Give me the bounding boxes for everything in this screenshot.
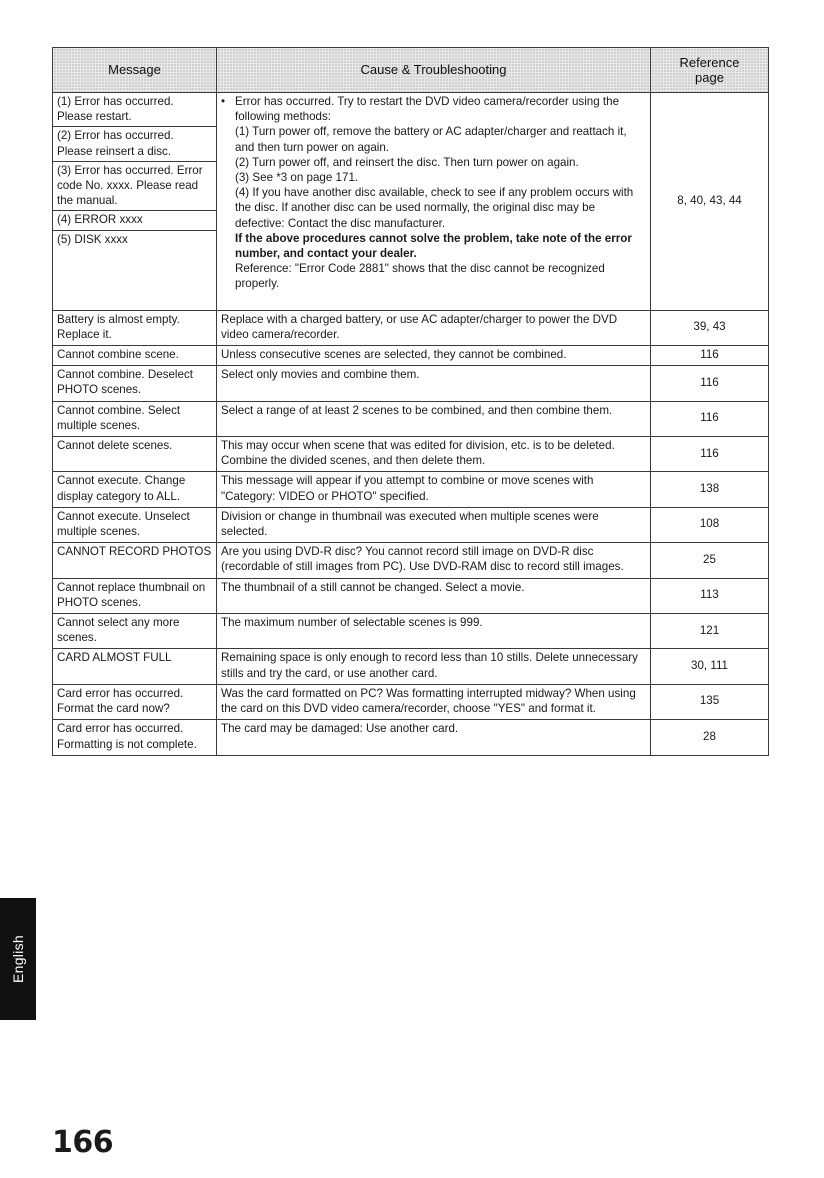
table-row: [53, 472, 769, 507]
troubleshooting-table: [52, 47, 769, 756]
language-tab: [0, 898, 36, 1020]
reference-note: Reference: "Error Code 2881" shows that the disc cannot be recognized properly.: [235, 262, 605, 291]
error-message-4: (4) ERROR xxxx: [53, 211, 216, 230]
message-cell: Cannot combine scene.: [53, 346, 217, 366]
table-row: [53, 507, 769, 542]
reference-cell: 39, 43: [651, 310, 769, 345]
message-cell: Card error has occurred. Formatting is not complete.: [53, 720, 217, 755]
error-message-1: (1) Error has occurred. Please restart.: [53, 93, 216, 127]
cause-cell: [217, 93, 651, 311]
cause-cell: Remaining space is only enough to record less than 10 stills. Delete unnecessary stills and try the card, or use another card.: [217, 649, 651, 684]
table-row: [53, 614, 769, 649]
table-row: [53, 649, 769, 684]
message-cell: Cannot execute. Change display category to ALL.: [53, 472, 217, 507]
reference-cell: 135: [651, 684, 769, 719]
message-cell: Cannot replace thumbnail on PHOTO scenes.: [53, 578, 217, 613]
table-row: [53, 346, 769, 366]
header-message: Message: [53, 48, 217, 93]
step-1: (1) Turn power off, remove the battery or AC adapter/charger and reattach it, and then turn power on again.: [235, 125, 627, 154]
message-cell: CANNOT RECORD PHOTOS: [53, 543, 217, 578]
reference-cell: 116: [651, 437, 769, 472]
message-cell: Battery is almost empty. Replace it.: [53, 310, 217, 345]
table-row: [53, 684, 769, 719]
step-3: (3) See *3 on page 171.: [235, 171, 359, 185]
table-row: [53, 93, 769, 311]
cause-cell: The card may be damaged: Use another card.: [217, 720, 651, 755]
cause-cell: Select a range of at least 2 scenes to be combined, and then combine them.: [217, 401, 651, 436]
reference-cell: 116: [651, 366, 769, 401]
cause-cell: This message will appear if you attempt to combine or move scenes with "Category: VIDEO or PHOTO" specified.: [217, 472, 651, 507]
cause-cell: Division or change in thumbnail was executed when multiple scenes were selected.: [217, 507, 651, 542]
table-row: [53, 720, 769, 755]
table-row: [53, 401, 769, 436]
header-cause: Cause & Troubleshooting: [217, 48, 651, 93]
table-row: [53, 578, 769, 613]
message-cell: Cannot combine. Deselect PHOTO scenes.: [53, 366, 217, 401]
reference-cell: 108: [651, 507, 769, 542]
reference-cell: 8, 40, 43, 44: [651, 93, 769, 311]
reference-cell: 121: [651, 614, 769, 649]
cause-cell: Replace with a charged battery, or use AC adapter/charger to power the DVD video camera/recorder.: [217, 310, 651, 345]
table-row: [53, 437, 769, 472]
reference-cell: 138: [651, 472, 769, 507]
message-cell: Card error has occurred. Format the card now?: [53, 684, 217, 719]
error-message-2: (2) Error has occurred. Please reinsert a disc.: [53, 127, 216, 161]
reference-cell: 113: [651, 578, 769, 613]
table-row: [53, 310, 769, 345]
step-4: (4) If you have another disc available, check to see if any problem occurs with the disc. If another disc can be used normally, the original disc may be defective: Contact the disc manufacturer.: [235, 186, 634, 230]
error-message-3: (3) Error has occurred. Error code No. xxxx. Please read the manual.: [53, 162, 216, 212]
table-row: [53, 366, 769, 401]
reference-cell: 28: [651, 720, 769, 755]
message-cell: [53, 93, 217, 311]
bold-note: If the above procedures cannot solve the problem, take note of the error number, and contact your dealer.: [235, 231, 632, 261]
reference-cell: 30, 111: [651, 649, 769, 684]
table-header-row: [53, 48, 769, 93]
error-message-5: (5) DISK xxxx: [57, 232, 128, 246]
cause-cell: Are you using DVD-R disc? You cannot record still image on DVD-R disc (recordable of still images from PC). Use DVD-RAM disc to record still images.: [217, 543, 651, 578]
cause-cell: Was the card formatted on PC? Was formatting interrupted midway? When using the card on this DVD video camera/recorder, choose "YES" and format it.: [217, 684, 651, 719]
cause-cell: The maximum number of selectable scenes is 999.: [217, 614, 651, 649]
table-row: [53, 543, 769, 578]
reference-cell: 116: [651, 401, 769, 436]
header-reference: Reference page: [651, 48, 769, 93]
message-cell: Cannot select any more scenes.: [53, 614, 217, 649]
cause-intro: • Error has occurred. Try to restart the DVD video camera/recorder using the following methods:: [221, 94, 646, 124]
cause-cell: The thumbnail of a still cannot be changed. Select a movie.: [217, 578, 651, 613]
language-tab-label: English: [10, 934, 26, 984]
cause-cell: This may occur when scene that was edited for division, etc. is to be deleted. Combine the divided scenes, and then delete them.: [217, 437, 651, 472]
message-cell: Cannot execute. Unselect multiple scenes.: [53, 507, 217, 542]
page-number: 166: [52, 1125, 114, 1160]
cause-cell: Unless consecutive scenes are selected, they cannot be combined.: [217, 346, 651, 366]
message-cell: Cannot combine. Select multiple scenes.: [53, 401, 217, 436]
step-2: (2) Turn power off, and reinsert the disc. Then turn power on again.: [235, 155, 579, 169]
reference-cell: 25: [651, 543, 769, 578]
reference-cell: 116: [651, 346, 769, 366]
message-cell: Cannot delete scenes.: [53, 437, 217, 472]
cause-cell: Select only movies and combine them.: [217, 366, 651, 401]
message-cell: CARD ALMOST FULL: [53, 649, 217, 684]
